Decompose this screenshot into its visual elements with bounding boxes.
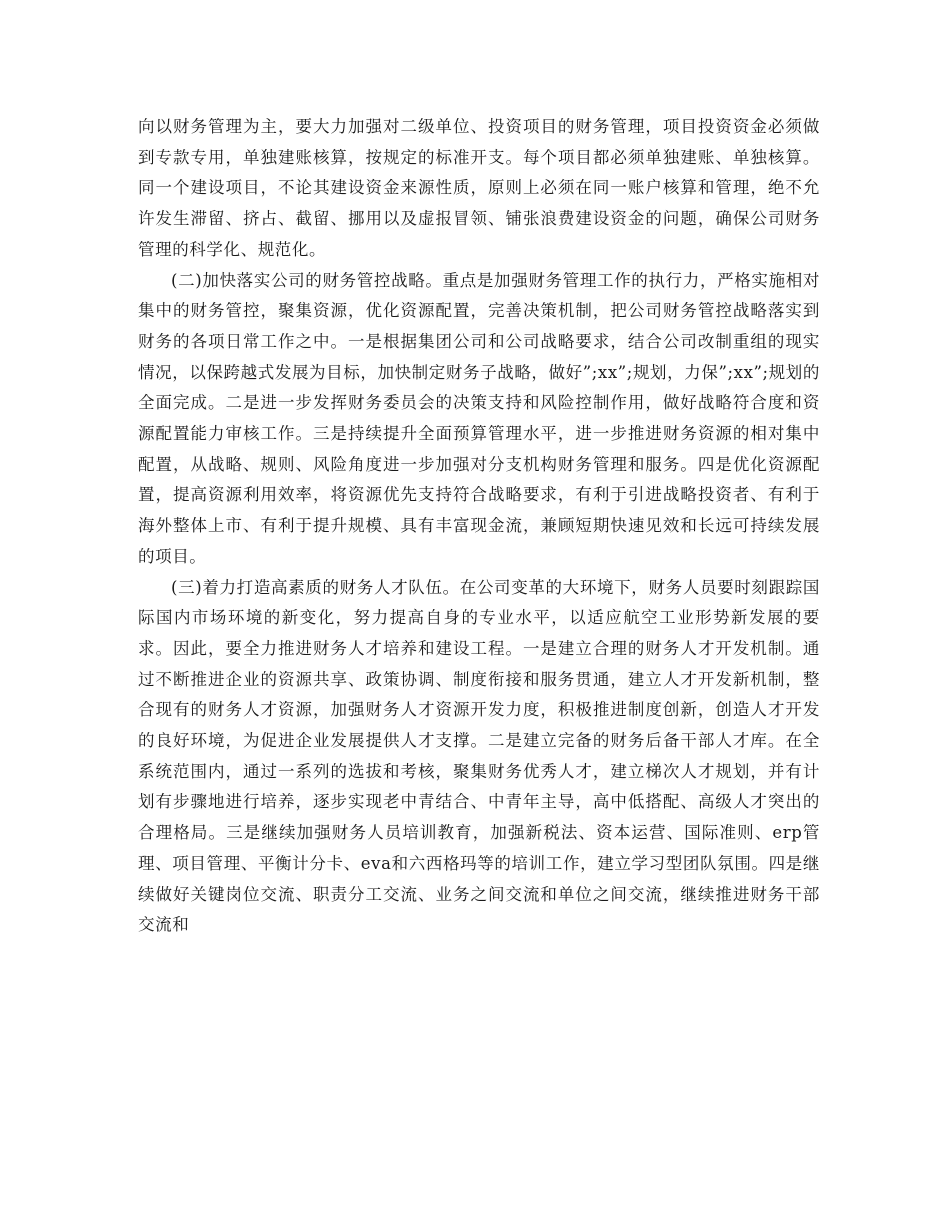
paragraph-2: (二)加快落实公司的财务管控战略。重点是加强财务管理工作的执行力，严格实施相对集中的财务管控，聚集资源，优化资源配置，完善决策机制，把公司财务管控战略落实到财务的各项日常工作之中。一是根据集团公司和公司战略要求，结合公司改制重组的现实情况，以保跨越式发展为目标，加快制定财务子战略，做好”;xx”;规划，力保”;xx”;规划的全面完成。二是进一步发挥财务委员会的决策支持和风险控制作用，做好战略符合度和资源配置能力审核工作。三是持续提升全面预算管理水平，进一步推进财务资源的相对集中配置，从战略、规则、风险角度进一步加强对分支机构财务管理和服务。四是优化资源配置，提高资源利用效率，将资源优先支持符合战略要求，有利于引进战略投资者、有利于海外整体上市、有利于提升规模、具有丰富现金流，兼顾短期快速见效和长远可持续发展的项目。: [138, 270, 820, 566]
paragraph-3: (三)着力打造高素质的财务人才队伍。在公司变革的大环境下，财务人员要时刻跟踪国际国内市场环境的新变化，努力提高自身的专业水平，以适应航空工业形势新发展的要求。因此，要全力推进财务人才培养和建设工程。一是建立合理的财务人才开发机制。通过不断推进企业的资源共享、政策协调、制度衔接和服务贯通，建立人才开发新机制，整合现有的财务人才资源，加强财务人才资源开发力度，积极推进制度创新，创造人才开发的良好环境，为促进企业发展提供人才支撑。二是建立完备的财务后备干部人才库。在全系统范围内，通过一系列的选拔和考核，聚集财务优秀人才，建立梯次人才规划，并有计划有步骤地进行培养，逐步实现老中青结合、中青年主导，高中低搭配、高级人才突出的合理格局。三是继续加强财务人员培训教育，加强新税法、资本运营、国际准则、erp管理、项目管理、平衡计分卡、eva和六西格玛等的培训工作，建立学习型团队氛围。四是继续做好关键岗位交流、职责分工交流、业务之间交流和单位之间交流，继续推进财务干部交流和: [138, 577, 820, 935]
document-body: [138, 112, 820, 941]
paragraph-1: 向以财务管理为主，要大力加强对二级单位、投资项目的财务管理，项目投资资金必须做到专款专用，单独建账核算，按规定的标准开支。每个项目都必须单独建账、单独核算。同一个建设项目，不论其建设资金来源性质，原则上必须在同一账户核算和管理，绝不允许发生滞留、挤占、截留、挪用以及虚报冒领、铺张浪费建设资金的问题，确保公司财务管理的科学化、规范化。: [138, 117, 820, 259]
